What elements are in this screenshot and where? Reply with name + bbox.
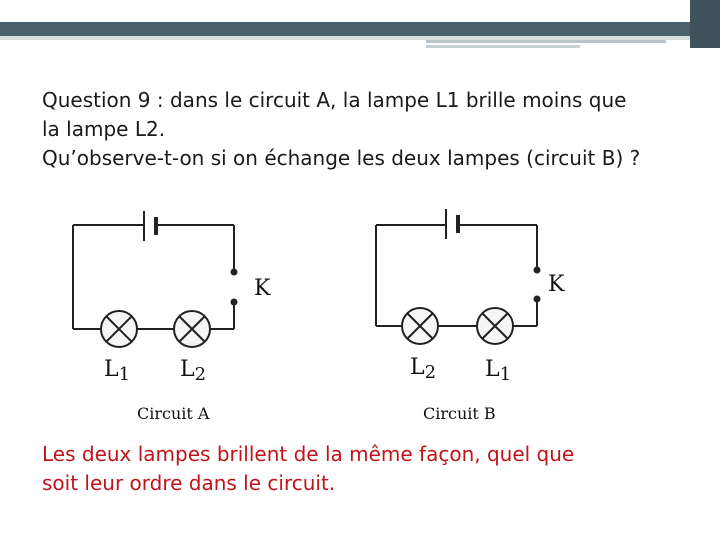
- lamp-letter: L: [410, 355, 425, 380]
- lamp-index: 2: [424, 362, 437, 383]
- slide-header-background: [0, 0, 720, 22]
- slide-header-band: [0, 22, 690, 36]
- switch-label: K: [548, 272, 565, 297]
- lamp-l1: [477, 308, 513, 344]
- switch-contact: [534, 296, 541, 303]
- circuit-caption: Circuit A: [137, 404, 210, 423]
- question-line: Question 9 : dans le circuit A, la lampe L1 brille moins que: [42, 88, 627, 112]
- lamp-l2: [402, 308, 438, 344]
- lamp-letter: L: [104, 357, 119, 382]
- slide-header-line: [426, 45, 580, 48]
- switch-label: K: [254, 276, 271, 301]
- lamp-index: 1: [118, 364, 131, 385]
- slide-header-line: [426, 40, 666, 43]
- lamp-index: 2: [194, 364, 207, 385]
- question-text: [42, 86, 712, 173]
- switch-contact: [534, 267, 541, 274]
- lamp-label-right: [485, 357, 511, 385]
- answer-line: Les deux lampes brillent de la même façon, quel que: [42, 442, 575, 466]
- slide-header-corner: [690, 0, 720, 48]
- question-line: Qu’observe-t-on si on échange les deux lampes (circuit B) ?: [42, 146, 641, 170]
- lamp-index: 1: [499, 364, 512, 385]
- lamp-letter: L: [485, 357, 500, 382]
- lamp-label-left: [410, 355, 436, 383]
- circuit-caption: Circuit B: [423, 404, 496, 423]
- lamp-letter: L: [180, 357, 195, 382]
- answer-line: soit leur ordre dans le circuit.: [42, 471, 336, 495]
- circuit-b-diagram: [0, 195, 720, 435]
- answer-text: [42, 440, 692, 498]
- question-line: la lampe L2.: [42, 117, 166, 141]
